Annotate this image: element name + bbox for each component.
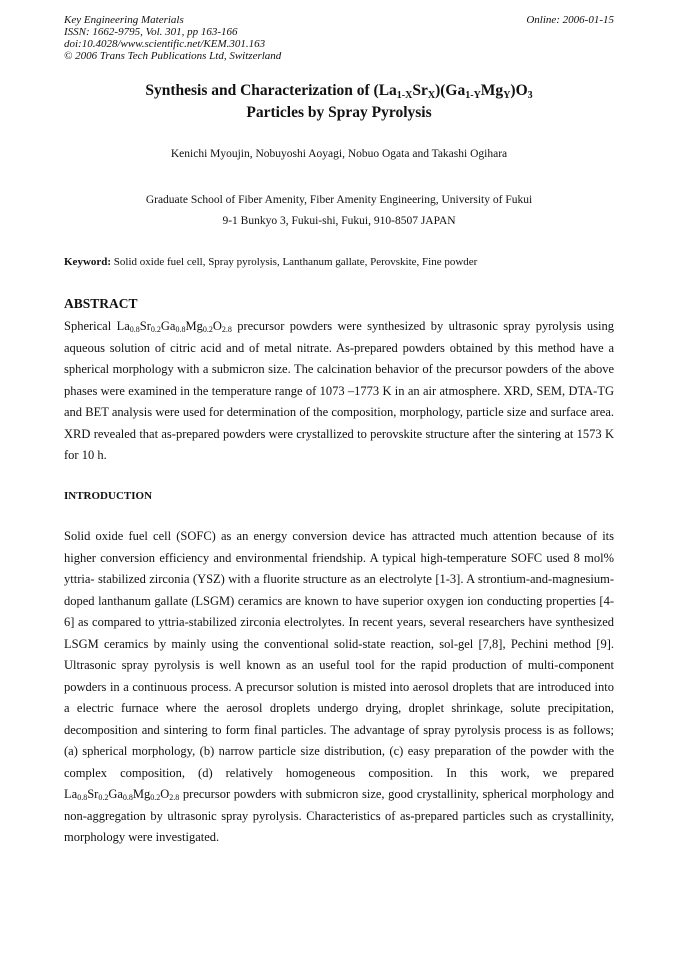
title-line-1: Synthesis and Characterization of $(La_{1-X}Sr_X)(Ga_{1-Y}Mg_Y)O_3$: [145, 82, 533, 101]
formula: $La_{0.8}Sr_{0.2}Ga_{0.8}Mg_{0.2}O_{2.8}$: [64, 787, 180, 802]
online-date: Online: 2006-01-15: [526, 14, 614, 26]
title-line-2: Particles by Spray Pyrolysis: [246, 104, 432, 121]
author-list: Kenichi Myoujin, Nobuyoshi Aoyagi, Nobuo Ogata and Takashi Ogihara: [170, 148, 508, 160]
copyright-line: © 2006 Trans Tech Publications Ltd, Switzerland: [64, 50, 282, 62]
abstract-heading: ABSTRACT: [64, 296, 138, 311]
issn-line: ISSN: 1662-9795, Vol. 301, pp 163-166: [64, 26, 238, 38]
journal-name: Key Engineering Materials: [64, 14, 184, 26]
formula: $La_{0.8}Sr_{0.2}Ga_{0.8}Mg_{0.2}O_{2.8}$: [116, 319, 232, 334]
keyword-label: Keyword:: [64, 256, 112, 268]
doi-line[interactable]: doi:10.4028/www.scientific.net/KEM.301.163: [64, 38, 266, 50]
affiliation: [64, 190, 614, 232]
journal-header: [64, 14, 281, 62]
affiliation-line-2: 9-1 Bunkyo 3, Fukui-shi, Fukui, 910-8507 JAPAN: [222, 215, 456, 227]
keywords: [64, 256, 477, 268]
keyword-text: Solid oxide fuel cell, Spray pyrolysis, Lanthanum gallate, Perovskite, Fine powder: [113, 256, 478, 268]
paper-title: [64, 80, 614, 124]
introduction-body: Solid oxide fuel cell (SOFC) as an energy conversion device has attracted much attention because of its higher conversion efficiency and environmental friendship. A typical high-temperature SOFC used 8 mol% yttria- stabilized zirconia (YSZ) with a fluorite structure as an electrolyte [1-3]. A strontium-and-magnesium-doped lanthanum gallate (LSGM) ceramics are known to have superior oxygen ion conducting properties [4-6] as compared to yttria-stabilized zirconia electrolytes. In recent years, several researchers have synthesized LSGM ceramics by mainly using the conventional solid-state reaction, sol-gel [7,8], Pechini method [9]. Ultrasonic spray pyrolysis is well known as an useful tool for the rapid production of multi-component powders in a continuous process. A precursor solution is misted into aerosol droplets that are introduced into a electric furnace where the aerosol droplets undergo drying, droplet shrinkage, solute precipitation, decomposition and sintering to form final particles. The advantage of spray pyrolysis process is as follows; (a) spherical morphology, (b) narrow particle size distribution, (c) easy preparation of the powder with the complex composition, (d) relatively homogeneous composition. In this work, we prepared $La_{0.8}Sr_{0.2}Ga_{0.8}Mg_{0.2}O_{2.8}$ precursor powders with submicron size, good crystallinity, spherical morphology and non-aggregation by ultrasonic spray pyrolysis. Characteristics of as-prepared particles such as crystallinity, morphology were investigated.: [64, 529, 614, 844]
affiliation-line-1: Graduate School of Fiber Amenity, Fiber Amenity Engineering, University of Fukui: [145, 194, 533, 206]
abstract-body: Spherical $La_{0.8}Sr_{0.2}Ga_{0.8}Mg_{0.2}O_{2.8}$ precursor powders were synthesized by ultrasonic spray pyrolysis using aqueous solution of citric acid and of metal nitrate. As-prepared powders obtained by this method have a spherical morphology with a submicron size. The calcination behavior of the precursor powders of the above phases were examined in the temperature range of 1073 –1773 K in an air atmosphere. XRD, SEM, DTA-TG and BET analysis were used for determination of the composition, morphology, particle size and surface area. XRD revealed that as-prepared powders were crystallized to perovskite structure after the sintering at 1573 K for 10 h.: [64, 319, 614, 462]
introduction-heading: INTRODUCTION: [64, 490, 153, 502]
